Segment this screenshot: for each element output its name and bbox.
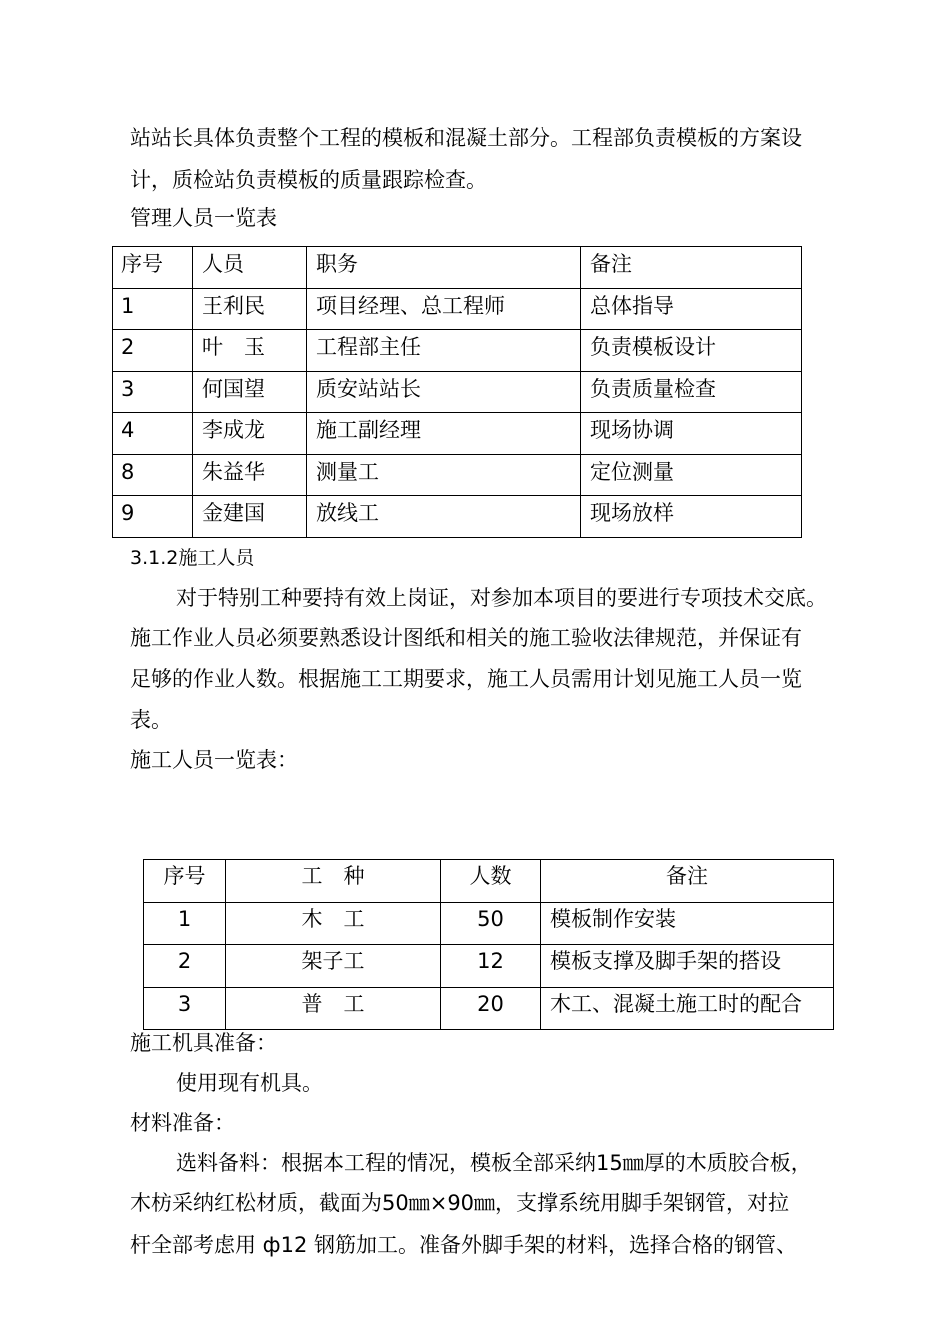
table-cell: 3 bbox=[113, 371, 193, 413]
table-cell: 项目经理、总工程师 bbox=[307, 288, 581, 330]
header-cell: 序号 bbox=[113, 247, 193, 289]
header-cell: 工 种 bbox=[226, 860, 441, 903]
text-line: 施工作业人员必须要熟悉设计图纸和相关的施工验收法律规范，并保证有 bbox=[130, 626, 802, 650]
header-cell: 序号 bbox=[144, 860, 226, 903]
table-cell: 木工、混凝土施工时的配合 bbox=[541, 987, 834, 1030]
text-line: 选料备料：根据本工程的情况，模板全部采纳15㎜厚的木质胶合板， bbox=[176, 1151, 812, 1175]
table-cell: 现场协调 bbox=[581, 413, 802, 455]
table-cell: 现场放样 bbox=[581, 496, 802, 538]
table-cell: 施工副经理 bbox=[307, 413, 581, 455]
tools-text: 使用现有机具。 bbox=[176, 1071, 323, 1095]
text-line: 木枋采纳红松材质，截面为50㎜×90㎜，支撑系统用脚手架钢管，对拉 bbox=[130, 1191, 790, 1215]
table-row bbox=[113, 371, 802, 413]
table-header-row bbox=[144, 860, 834, 903]
text-line: 对于特别工种要持有效上岗证，对参加本项目的要进行专项技术交底。 bbox=[176, 586, 827, 610]
text-line: 杆全部考虑用 ф12 钢筋加工。准备外脚手架的材料，选择合格的钢管、 bbox=[130, 1233, 798, 1257]
table-header-row bbox=[113, 247, 802, 289]
text-line: 计，质检站负责模板的质量跟踪检查。 bbox=[130, 168, 487, 192]
table-cell: 1 bbox=[113, 288, 193, 330]
text-line: 表。 bbox=[130, 708, 172, 732]
table-cell: 金建国 bbox=[193, 496, 307, 538]
table-cell: 定位测量 bbox=[581, 454, 802, 496]
table-cell: 3 bbox=[144, 987, 226, 1030]
text-line: 足够的作业人数。根据施工工期要求，施工人员需用计划见施工人员一览 bbox=[130, 667, 802, 691]
tools-heading: 施工机具准备： bbox=[130, 1031, 277, 1055]
header-cell: 人数 bbox=[441, 860, 541, 903]
management-staff-table bbox=[112, 246, 802, 538]
table-cell: 2 bbox=[113, 330, 193, 372]
table-cell: 9 bbox=[113, 496, 193, 538]
table-cell: 质安站站长 bbox=[307, 371, 581, 413]
table-row bbox=[144, 945, 834, 988]
text-line: 站站长具体负责整个工程的模板和混凝土部分。工程部负责模板的方案设 bbox=[130, 126, 802, 150]
table-row bbox=[113, 496, 802, 538]
table-cell: 8 bbox=[113, 454, 193, 496]
table-cell: 王利民 bbox=[193, 288, 307, 330]
header-cell: 人员 bbox=[193, 247, 307, 289]
header-cell: 备注 bbox=[541, 860, 834, 903]
table-cell: 2 bbox=[144, 945, 226, 988]
table-cell: 何国望 bbox=[193, 371, 307, 413]
table-cell: 模板制作安装 bbox=[541, 902, 834, 945]
section-heading: 3.1.2施工人员 bbox=[130, 547, 255, 569]
table-cell: 20 bbox=[441, 987, 541, 1030]
table-row bbox=[113, 413, 802, 455]
table-cell: 叶 玉 bbox=[193, 330, 307, 372]
table-cell: 工程部主任 bbox=[307, 330, 581, 372]
table-cell: 普 工 bbox=[226, 987, 441, 1030]
table-cell: 1 bbox=[144, 902, 226, 945]
table-cell: 负责模板设计 bbox=[581, 330, 802, 372]
materials-heading: 材料准备： bbox=[130, 1111, 235, 1135]
table-cell: 李成龙 bbox=[193, 413, 307, 455]
table-row bbox=[113, 288, 802, 330]
worker-table-title: 施工人员一览表： bbox=[130, 748, 298, 772]
table-cell: 50 bbox=[441, 902, 541, 945]
table-cell: 测量工 bbox=[307, 454, 581, 496]
table-row bbox=[113, 330, 802, 372]
table-cell: 模板支撑及脚手架的搭设 bbox=[541, 945, 834, 988]
table-cell: 12 bbox=[441, 945, 541, 988]
table-cell: 木 工 bbox=[226, 902, 441, 945]
header-cell: 职务 bbox=[307, 247, 581, 289]
worker-table bbox=[143, 859, 834, 1030]
table-cell: 朱益华 bbox=[193, 454, 307, 496]
table-cell: 架子工 bbox=[226, 945, 441, 988]
mgmt-table-title: 管理人员一览表 bbox=[130, 206, 277, 230]
header-cell: 备注 bbox=[581, 247, 802, 289]
table-cell: 放线工 bbox=[307, 496, 581, 538]
table-row bbox=[113, 454, 802, 496]
table-row bbox=[144, 987, 834, 1030]
table-cell: 总体指导 bbox=[581, 288, 802, 330]
table-cell: 负责质量检查 bbox=[581, 371, 802, 413]
table-row bbox=[144, 902, 834, 945]
table-cell: 4 bbox=[113, 413, 193, 455]
